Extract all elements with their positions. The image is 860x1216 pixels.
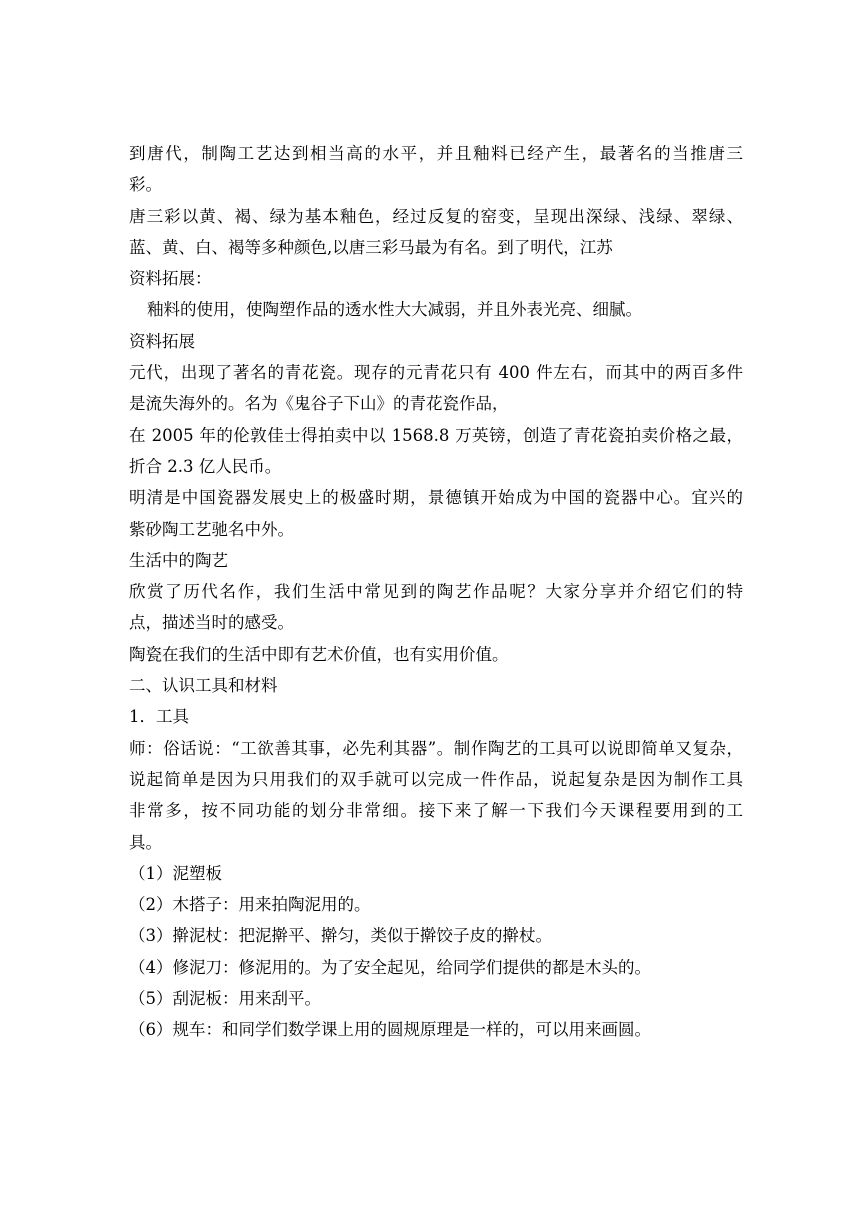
document-body bbox=[129, 138, 743, 1046]
paragraph-line: 在 2005 年的伦敦佳士得拍卖中以 1568.8 万英镑，创造了青花瓷拍卖价格之最， bbox=[129, 425, 743, 445]
paragraph-line: 师：俗话说：“工欲善其事，必先利其器”。制作陶艺的工具可以说即简单又复杂， bbox=[129, 738, 743, 758]
section-label: 资料拓展 bbox=[129, 331, 195, 351]
section-label: 资料拓展： bbox=[129, 269, 212, 289]
section-heading: 生活中的陶艺 bbox=[129, 550, 228, 570]
list-item: （5）刮泥板：用来刮平。 bbox=[129, 989, 321, 1009]
paragraph-line: 紫砂陶工艺驰名中外。 bbox=[129, 519, 294, 539]
list-item: （2）木搭子：用来拍陶泥用的。 bbox=[129, 895, 371, 915]
list-item: （3）擀泥杖：把泥擀平、擀匀，类似于擀饺子皮的擀杖。 bbox=[129, 926, 552, 946]
paragraph-line: 到唐代，制陶工艺达到相当高的水平，并且釉料已经产生，最著名的当推唐三 bbox=[129, 144, 743, 163]
subsection-heading: 1．工具 bbox=[129, 707, 189, 727]
paragraph-line: 釉料的使用，使陶塑作品的透水性大大减弱，并且外表光亮、细腻。 bbox=[147, 300, 642, 320]
paragraph-line: 明清是中国瓷器发展史上的极盛时期，景德镇开始成为中国的瓷器中心。宜兴的 bbox=[129, 488, 743, 508]
paragraph-line: 蓝、黄、白、褐等多种颜色,以唐三彩马最为有名。到了明代，江苏 bbox=[129, 237, 613, 257]
list-item: （1）泥塑板 bbox=[129, 863, 222, 883]
paragraph-line: 折合 2.3 亿人民币。 bbox=[129, 456, 282, 476]
paragraph-line: 唐三彩以黄、褐、绿为基本釉色，经过反复的窑变，呈现出深绿、浅绿、翠绿、 bbox=[129, 206, 743, 226]
paragraph-line: 点，描述当时的感受。 bbox=[129, 613, 294, 633]
paragraph-line: 陶瓷在我们的生活中即有艺术价值，也有实用价值。 bbox=[129, 644, 509, 664]
paragraph-line: 彩。 bbox=[129, 175, 162, 195]
list-item: （4）修泥刀：修泥用的。为了安全起见，给同学们提供的都是木头的。 bbox=[129, 957, 651, 977]
list-item: （6）规车：和同学们数学课上用的圆规原理是一样的，可以用来画圆。 bbox=[129, 1020, 651, 1040]
paragraph-line: 欣赏了历代名作，我们生活中常见到的陶艺作品呢？大家分享并介绍它们的特 bbox=[129, 582, 743, 602]
paragraph-line: 说起简单是因为只用我们的双手就可以完成一件作品，说起复杂是因为制作工具 bbox=[129, 769, 743, 789]
paragraph-line: 非常多，按不同功能的划分非常细。接下来了解一下我们今天课程要用到的工 bbox=[129, 801, 743, 821]
paragraph-line: 元代，出现了著名的青花瓷。现存的元青花只有 400 件左右，而其中的两百多件 bbox=[129, 363, 743, 383]
section-heading: 二、认识工具和材料 bbox=[129, 676, 278, 696]
paragraph-line: 具。 bbox=[129, 832, 162, 852]
paragraph-line: 是流失海外的。名为《鬼谷子下山》的青花瓷作品， bbox=[129, 394, 509, 414]
